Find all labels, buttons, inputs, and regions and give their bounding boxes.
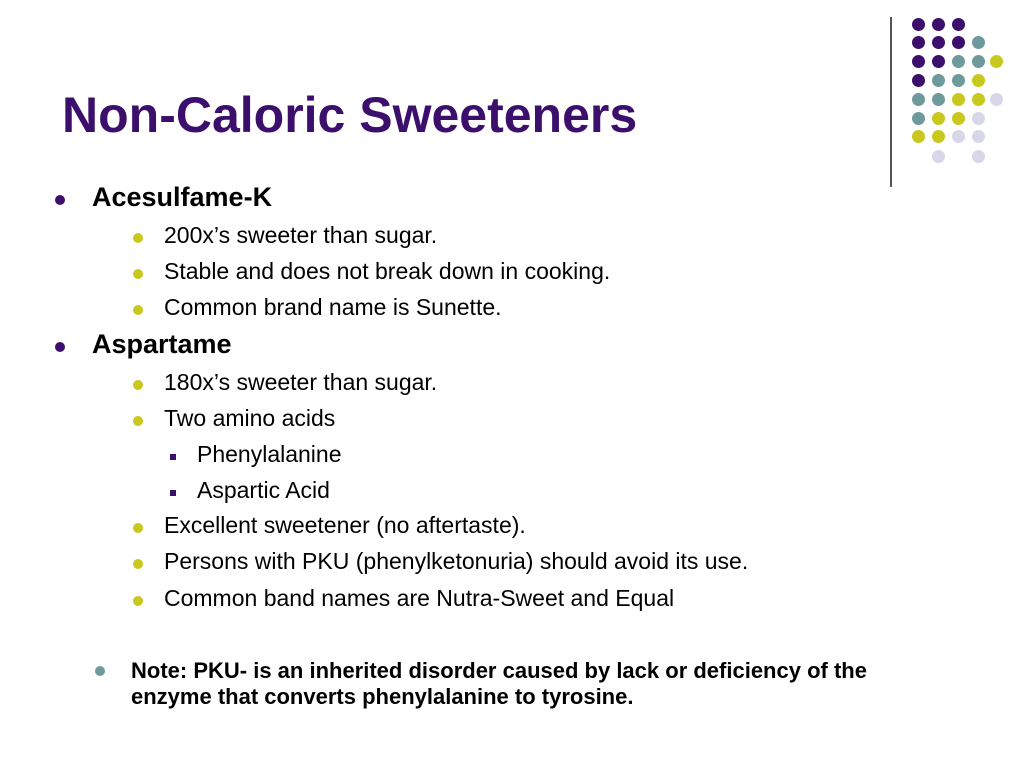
list-item: Persons with PKU (phenylketonuria) should avoid its use. (164, 548, 749, 574)
bullet-dot (133, 596, 143, 606)
list-item: Common band names are Nutra-Sweet and Equal (164, 585, 675, 611)
list-item: 180x’s sweeter than sugar. (164, 369, 438, 395)
slide-title: Non-Caloric Sweeteners (62, 87, 638, 143)
bullet-dot (133, 559, 143, 569)
note-bullet-dot (95, 666, 105, 676)
list-item: Excellent sweetener (no aftertaste). (164, 512, 526, 538)
bullet-dot (133, 416, 143, 426)
bullet-dot (133, 269, 143, 279)
list-item: Stable and does not break down in cooking. (164, 258, 611, 284)
bullet-dot (133, 523, 143, 533)
bullet-dot (133, 380, 143, 390)
square-bullet (170, 454, 176, 460)
list-item-heading: Acesulfame-K (92, 182, 273, 212)
list-item: Two amino acids (164, 405, 336, 431)
square-bullet (170, 490, 176, 496)
bullet-dot (133, 305, 143, 315)
list-item-sub: Phenylalanine (197, 441, 342, 467)
list-item-heading: Aspartame (92, 329, 232, 359)
note-text: Note: PKU- is an inherited disorder caused by lack or deficiency of the enzyme that converts phenylalanine to tyrosine. (131, 658, 867, 709)
list-item: 200x’s sweeter than sugar. (164, 222, 438, 248)
bullet-dot (133, 233, 143, 243)
bullet-dot (55, 342, 65, 352)
list-item: Common brand name is Sunette. (164, 294, 502, 320)
bullet-dot (55, 195, 65, 205)
list-item-sub: Aspartic Acid (197, 477, 330, 503)
